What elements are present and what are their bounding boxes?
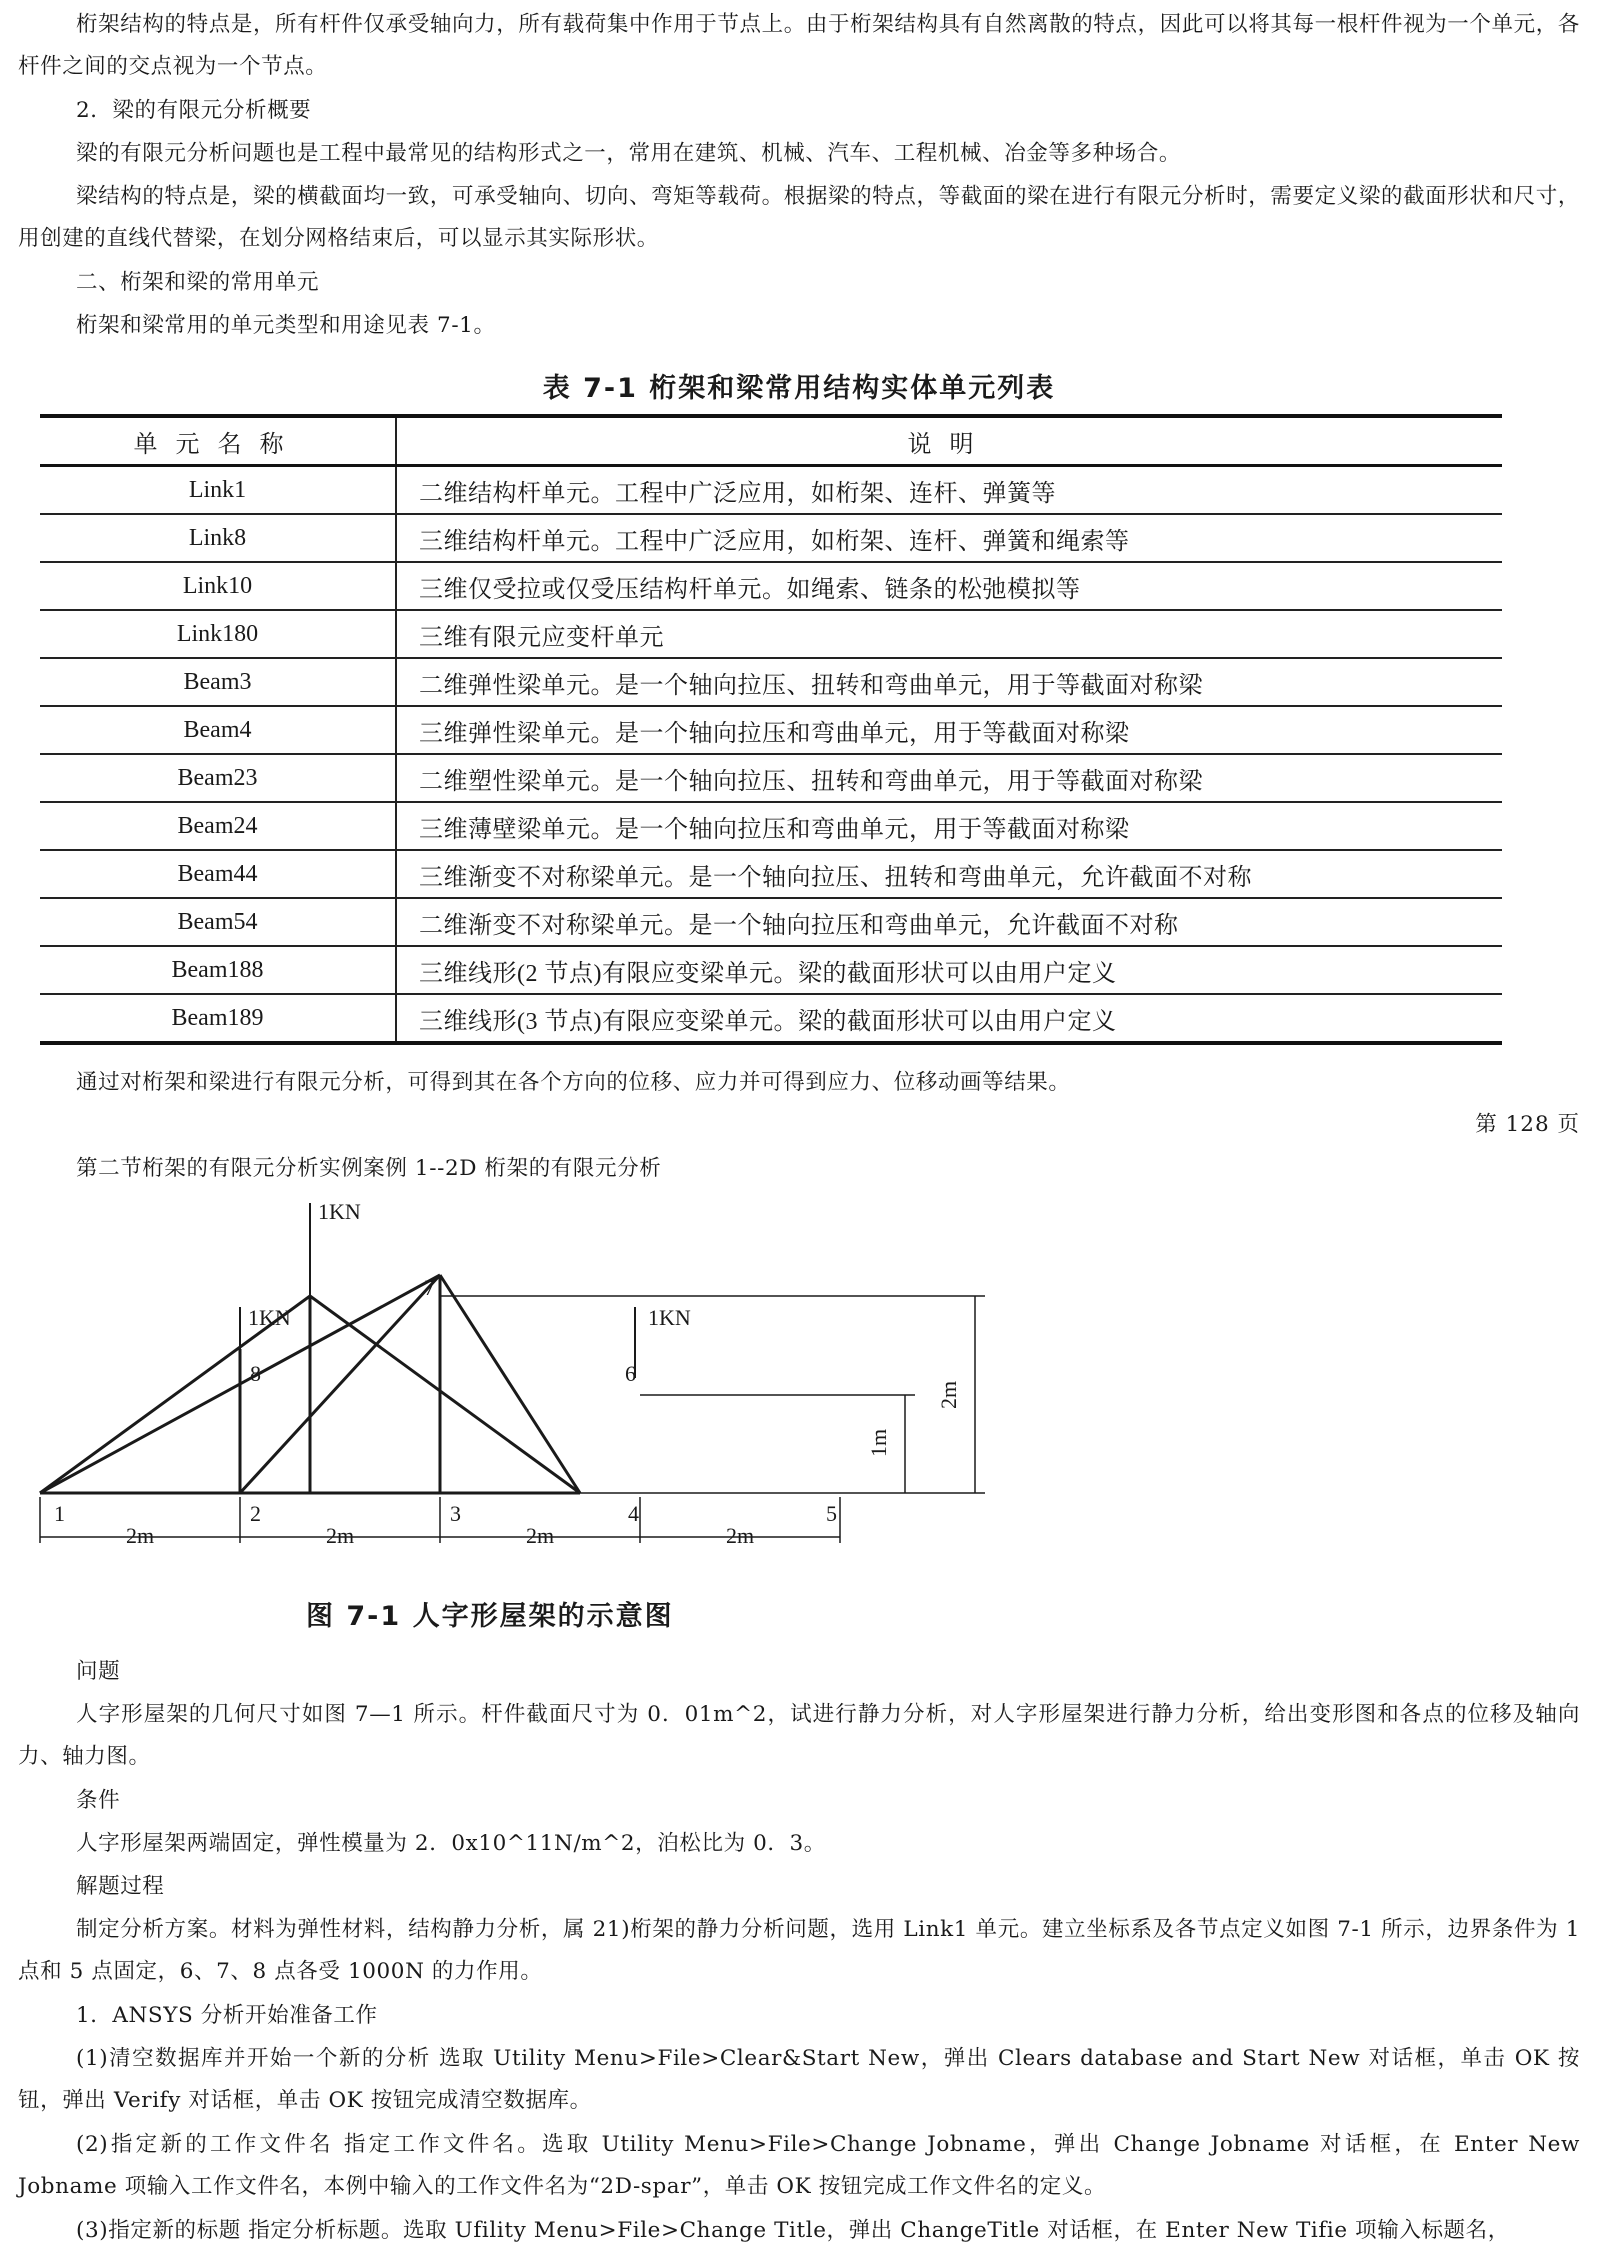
dimension-lines bbox=[40, 1296, 985, 1543]
heading-beam-overview: 2．梁的有限元分析概要 bbox=[76, 98, 312, 123]
table-cell-name: Link8 bbox=[40, 514, 396, 562]
table-cell-name: Beam24 bbox=[40, 802, 396, 850]
node-label-2: 2 bbox=[250, 1501, 261, 1526]
height-label-2m: 2m bbox=[936, 1380, 961, 1409]
table-row bbox=[40, 754, 1502, 802]
problem-text: 人字形屋架的几何尺寸如图 7—1 所示。杆件截面尺寸为 0．01m^2，试进行静力分析，对人字形屋架进行静力分析，给出变形图和各点的位移及轴向力、轴力图。 bbox=[18, 1702, 1580, 1769]
step-2-text: (2)指定新的工作文件名 指定工作文件名。选取 Utility Menu>File>Change Jobname，弹出 Change Jobname 对话框，在 Enter New Jobname 项输入工作文件名，本例中输入的工作文件名为“2D-spar”，单击 OK 按钮完成工作文件名的定义。 bbox=[18, 2132, 1580, 2199]
table-row bbox=[40, 514, 1502, 562]
condition-label: 条件 bbox=[76, 1788, 121, 1813]
truss-diagram bbox=[0, 1185, 1000, 1585]
step-heading: 1．ANSYS 分析开始准备工作 bbox=[76, 2003, 378, 2028]
table-cell-description: 三维弹性梁单元。是一个轴向拉压和弯曲单元，用于等截面对称梁 bbox=[396, 706, 1502, 754]
table-cell-description: 二维结构杆单元。工程中广泛应用，如桁架、连杆、弹簧等 bbox=[396, 466, 1502, 515]
table-row bbox=[40, 994, 1502, 1043]
table-cell-name: Link180 bbox=[40, 610, 396, 658]
table-cell-description: 二维渐变不对称梁单元。是一个轴向拉压和弯曲单元，允许截面不对称 bbox=[396, 898, 1502, 946]
span-label-1: 2m bbox=[126, 1523, 155, 1548]
span-label-2: 2m bbox=[326, 1523, 355, 1548]
height-label-1m: 1m bbox=[866, 1428, 891, 1457]
condition-text: 人字形屋架两端固定，弹性模量为 2．0x10^11N/m^2，泊松比为 0．3。 bbox=[76, 1831, 826, 1856]
diagram-labels bbox=[54, 1199, 961, 1548]
table-row bbox=[40, 658, 1502, 706]
table-row bbox=[40, 946, 1502, 994]
node-label-4: 4 bbox=[628, 1501, 639, 1526]
intro-paragraph-beam-features: 梁结构的特点是，梁的横截面均一致，可承受轴向、切向、弯矩等载荷。根据梁的特点，等截面的梁在进行有限元分析时，需要定义梁的截面形状和尺寸，用创建的直线代替梁，在划分网格结束后，可以显示其实际形状。 bbox=[18, 184, 1580, 251]
problem-label: 问题 bbox=[76, 1659, 121, 1684]
solution-text: 制定分析方案。材料为弹性材料，结构静力分析，属 21)桁架的静力分析问题，选用 Link1 单元。建立坐标系及各节点定义如图 7-1 所示，边界条件为 1 点和 5 点固定，6、7、8 点各受 1000N 的力作用。 bbox=[18, 1917, 1580, 1984]
intro-paragraph-truss: 桁架结构的特点是，所有杆件仅承受轴向力，所有载荷集中作用于节点上。由于桁架结构具有自然离散的特点，因此可以将其每一根杆件视为一个单元，各杆件之间的交点视为一个节点。 bbox=[18, 12, 1580, 79]
span-label-4: 2m bbox=[726, 1523, 755, 1548]
table-cell-name: Beam3 bbox=[40, 658, 396, 706]
table-cell-description: 三维结构杆单元。工程中广泛应用，如桁架、连杆、弹簧和绳索等 bbox=[396, 514, 1502, 562]
table-row bbox=[40, 802, 1502, 850]
element-table bbox=[40, 414, 1502, 1045]
table-row bbox=[40, 850, 1502, 898]
truss-members bbox=[40, 1275, 580, 1493]
table-header-description: 说明 bbox=[396, 416, 1502, 466]
table-cell-description: 三维薄壁梁单元。是一个轴向拉压和弯曲单元，用于等截面对称梁 bbox=[396, 802, 1502, 850]
table-cell-description: 三维有限元应变杆单元 bbox=[396, 610, 1502, 658]
table-cell-name: Beam189 bbox=[40, 994, 396, 1043]
intro-paragraph-beam: 梁的有限元分析问题也是工程中最常见的结构形式之一，常用在建筑、机械、汽车、工程机械、冶金等多种场合。 bbox=[76, 141, 1182, 166]
span-label-3: 2m bbox=[526, 1523, 555, 1548]
intro-paragraph-table-ref: 桁架和梁常用的单元类型和用途见表 7-1。 bbox=[76, 313, 496, 338]
table-cell-name: Beam188 bbox=[40, 946, 396, 994]
load-label-right: 1KN bbox=[648, 1305, 691, 1330]
load-label-left: 1KN bbox=[248, 1305, 291, 1330]
table-cell-description: 二维塑性梁单元。是一个轴向拉压、扭转和弯曲单元，用于等截面对称梁 bbox=[396, 754, 1502, 802]
node-label-8: 8 bbox=[250, 1361, 261, 1386]
table-cell-name: Link1 bbox=[40, 466, 396, 515]
node-label-6: 6 bbox=[625, 1361, 636, 1386]
table-cell-name: Beam23 bbox=[40, 754, 396, 802]
table-header-name: 单元名称 bbox=[40, 416, 396, 466]
table-cell-name: Beam44 bbox=[40, 850, 396, 898]
page-number: 第 128 页 bbox=[1475, 1112, 1580, 1137]
table-cell-name: Beam4 bbox=[40, 706, 396, 754]
table-cell-description: 三维线形(3 节点)有限应变梁单元。梁的截面形状可以由用户定义 bbox=[396, 994, 1502, 1043]
table-cell-name: Beam54 bbox=[40, 898, 396, 946]
step-3-text: (3)指定新的标题 指定分析标题。选取 Ufility Menu>File>Change Title，弹出 ChangeTitle 对话框，在 Enter New Tifie 项输入标题名， bbox=[76, 2218, 1510, 2243]
section-heading: 第二节桁架的有限元分析实例案例 1--2D 桁架的有限元分析 bbox=[76, 1156, 662, 1181]
solution-label: 解题过程 bbox=[76, 1874, 165, 1899]
table-row bbox=[40, 562, 1502, 610]
node-label-3: 3 bbox=[450, 1501, 461, 1526]
node-label-5: 5 bbox=[826, 1501, 837, 1526]
node-label-7: 7 bbox=[424, 1275, 435, 1300]
after-table-paragraph: 通过对桁架和梁进行有限元分析，可得到其在各个方向的位移、应力并可得到应力、位移动画等结果。 bbox=[76, 1070, 1071, 1095]
table-cell-description: 三维渐变不对称梁单元。是一个轴向拉压、扭转和弯曲单元，允许截面不对称 bbox=[396, 850, 1502, 898]
heading-common-units: 二、桁架和梁的常用单元 bbox=[76, 270, 320, 295]
table-row bbox=[40, 706, 1502, 754]
table-cell-description: 三维线形(2 节点)有限应变梁单元。梁的截面形状可以由用户定义 bbox=[396, 946, 1502, 994]
table-row bbox=[40, 466, 1502, 515]
table-cell-description: 三维仅受拉或仅受压结构杆单元。如绳索、链条的松弛模拟等 bbox=[396, 562, 1502, 610]
table-title: 表 7-1 桁架和梁常用结构实体单元列表 bbox=[542, 373, 1056, 404]
table-header-row bbox=[40, 416, 1502, 466]
node-label-1: 1 bbox=[54, 1501, 65, 1526]
table-row bbox=[40, 898, 1502, 946]
table-cell-description: 二维弹性梁单元。是一个轴向拉压、扭转和弯曲单元，用于等截面对称梁 bbox=[396, 658, 1502, 706]
table-cell-name: Link10 bbox=[40, 562, 396, 610]
figure-caption: 图 7-1 人字形屋架的示意图 bbox=[306, 1601, 674, 1632]
load-label-top: 1KN bbox=[318, 1199, 361, 1224]
table-row bbox=[40, 610, 1502, 658]
step-1-text: (1)清空数据库并开始一个新的分析 选取 Utility Menu>File>Clear&Start New，弹出 Clears database and Start New 对话框，单击 OK 按钮，弹出 Verify 对话框，单击 OK 按钮完成清空数据库。 bbox=[18, 2046, 1580, 2113]
